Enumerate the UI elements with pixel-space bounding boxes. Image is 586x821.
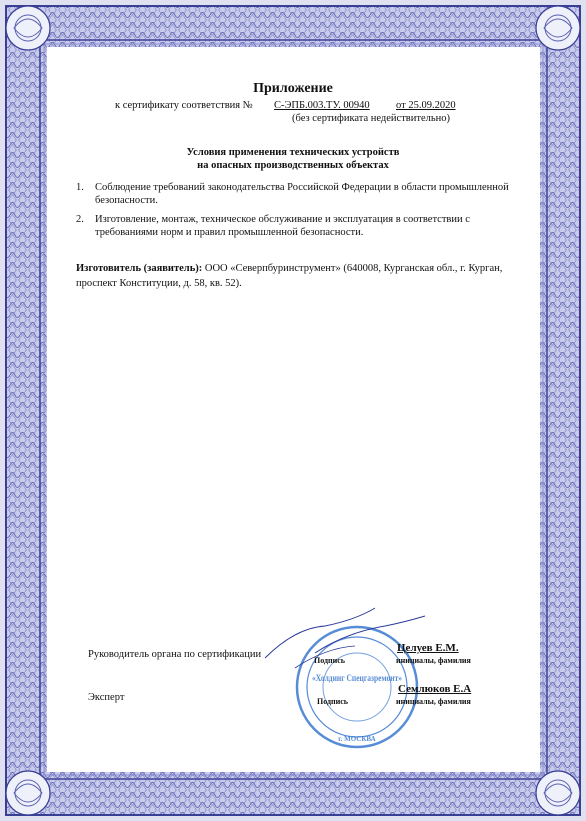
manufacturer-paragraph xyxy=(76,261,521,291)
certificate-prefix: к сертификату соответствия № xyxy=(115,100,253,111)
certificate-note: (без сертификата недействительно) xyxy=(292,113,451,124)
signature-caption: Подпись xyxy=(314,656,346,665)
expert-name: Семлюков Е.А xyxy=(398,683,472,695)
manufacturer-label: Изготовитель (заявитель): xyxy=(76,263,203,274)
initials-caption: инициалы, фамилия xyxy=(396,697,471,706)
certificate-number: С-ЭПБ.003.ТУ. 00940 xyxy=(274,100,370,111)
handwritten-signature xyxy=(255,598,435,678)
section-title-line-2: на опасных производственных объектах xyxy=(197,160,389,171)
expert-role-label: Эксперт xyxy=(88,692,125,703)
section-title-line-1: Условия применения технических устройств xyxy=(186,147,400,158)
signature-caption: Подпись xyxy=(317,697,349,706)
page-title: Приложение xyxy=(253,81,333,96)
list-item-number: 1. xyxy=(76,182,84,193)
list-item: Соблюдение требований законодательства Российской Федерации в области промышленной безопасности. xyxy=(95,182,509,206)
initials-caption: инициалы, фамилия xyxy=(396,656,471,665)
manufacturer-text: ООО «Северпбуринструмент» (640008, Курганская обл., г. Курган, проспект Конституции, д. 58, кв. 52). xyxy=(76,263,503,289)
list-item-number: 2. xyxy=(76,214,84,225)
head-name: Целуев Е.М. xyxy=(397,642,459,654)
stamp-text: «Холдинг Спецгазремонт» xyxy=(312,673,403,683)
head-role-label: Руководитель органа по сертификации xyxy=(88,649,262,660)
stamp-ring-text: г. МОСКВА xyxy=(338,735,376,743)
certificate-date: от 25.09.2020 xyxy=(396,100,456,111)
list-item: Изготовление, монтаж, техническое обслуживание и эксплуатация в соответствии с требованиями норм и правил промышленной безопасности. xyxy=(95,214,470,238)
